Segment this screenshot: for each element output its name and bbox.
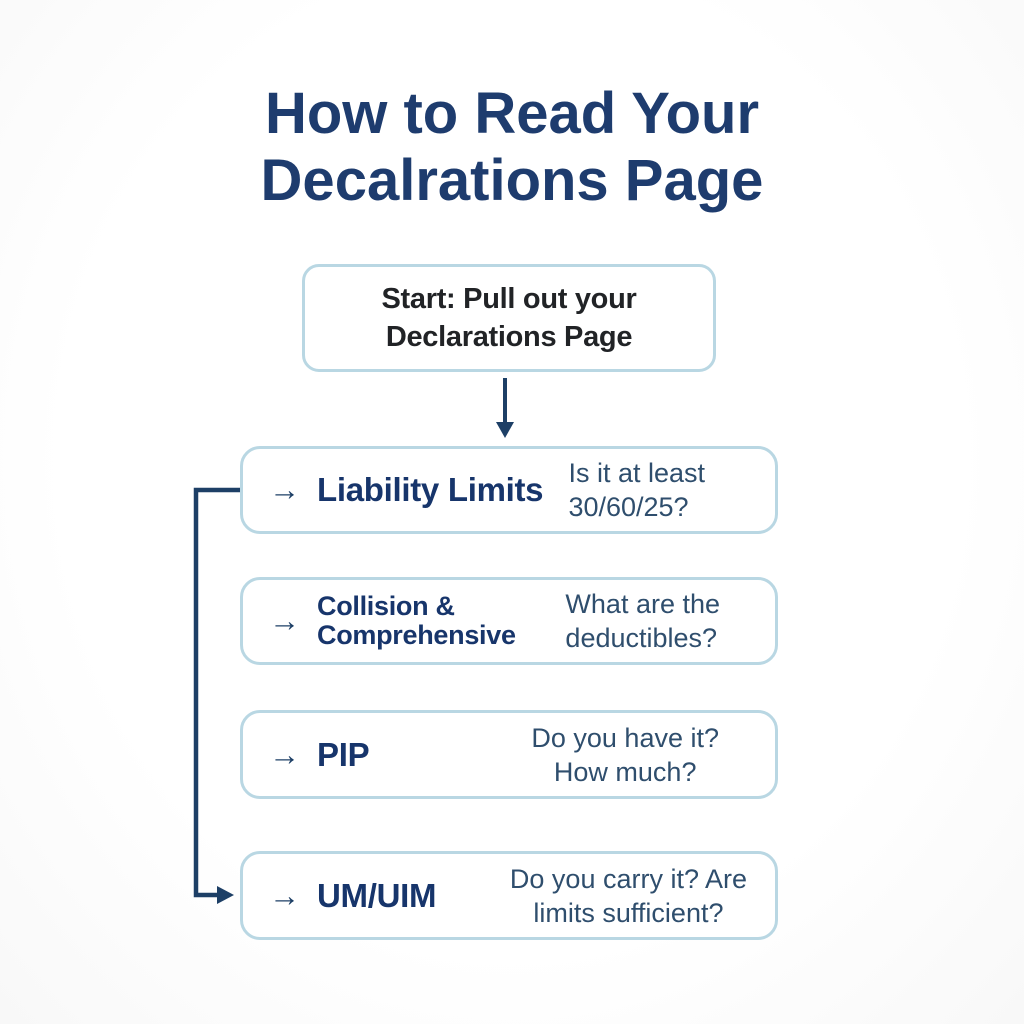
node-label	[317, 592, 516, 650]
node-question-line: Is it at least	[568, 458, 705, 488]
node-pip	[240, 710, 778, 799]
node-liability-limits	[240, 446, 778, 534]
page-title	[0, 80, 1024, 214]
down-arrow-icon	[488, 376, 522, 440]
node-question-line: deductibles?	[565, 623, 718, 653]
page-title-line-2: Decalrations Page	[260, 148, 764, 213]
node-um-uim	[240, 851, 778, 940]
node-collision-comprehensive	[240, 577, 778, 665]
node-label-line: PIP	[317, 735, 370, 773]
node-question-line: How much?	[553, 756, 697, 787]
node-question-line: Do you carry it? Are	[509, 863, 747, 894]
node-question-line: limits sufficient?	[533, 897, 724, 928]
page-title-line-1: How to Read Your	[264, 81, 760, 146]
arrow-right-icon: →	[269, 472, 300, 507]
node-label-line: Comprehensive	[317, 620, 516, 650]
arrow-right-icon: →	[269, 736, 300, 772]
node-question-line: What are the	[565, 589, 720, 619]
arrow-right-icon: →	[269, 877, 300, 913]
node-label	[317, 472, 543, 508]
start-node-line-2: Declarations Page	[385, 321, 633, 353]
node-question	[568, 456, 705, 524]
node-label-line: UM/UIM	[317, 876, 437, 914]
arrow-right-icon: →	[269, 603, 300, 638]
elbow-connector-arrow	[176, 468, 246, 918]
node-question	[531, 721, 719, 789]
node-question	[510, 862, 747, 930]
node-label	[317, 878, 436, 914]
node-question-line: Do you have it?	[531, 722, 719, 753]
start-node-line-1: Start: Pull out your	[381, 283, 637, 315]
node-question	[565, 587, 720, 655]
node-question-line: 30/60/25?	[568, 492, 689, 522]
node-label-line: Liability Limits	[317, 471, 544, 509]
start-node	[302, 264, 716, 372]
node-label	[317, 737, 369, 773]
node-label-line: Collision &	[317, 590, 455, 621]
